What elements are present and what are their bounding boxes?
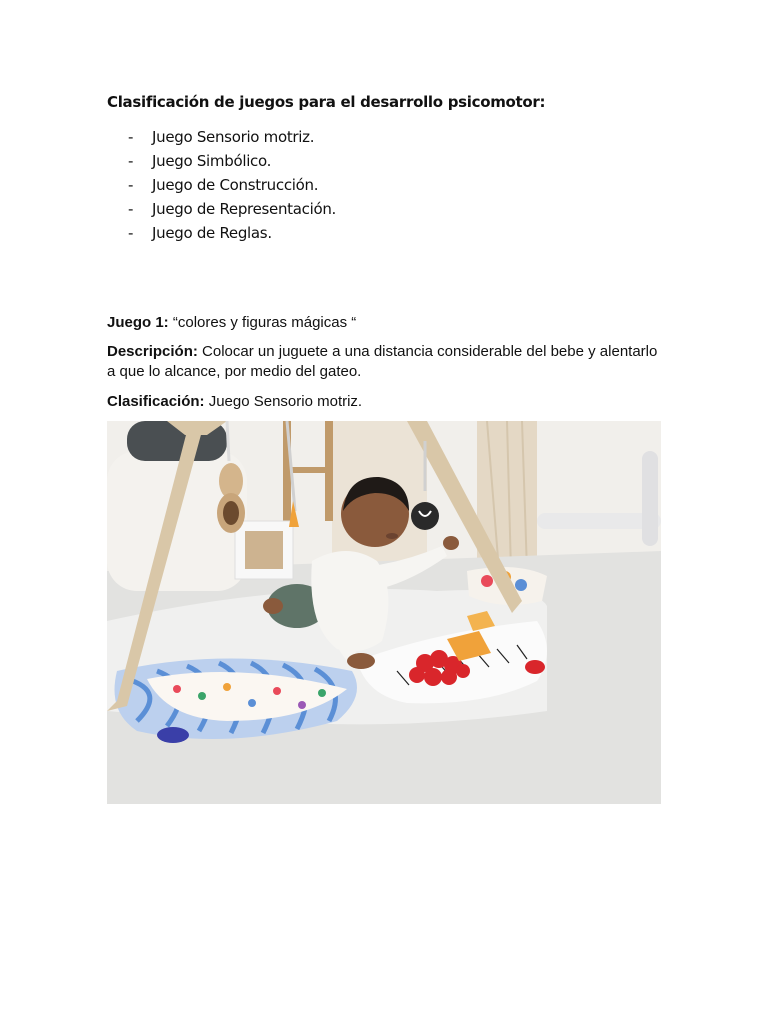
list-item: [128, 199, 336, 223]
description-text: Colocar un juguete a una distancia considerable del bebe y alentarlo a que lo alcance, por medio del gateo.: [107, 343, 658, 380]
game-name: “colores y figuras mágicas “: [168, 314, 357, 331]
classification-paragraph: [107, 392, 667, 412]
baby-play-gym-photo: [107, 421, 661, 804]
list-bullet: -: [128, 128, 134, 146]
list-item-text: Juego de Construcción.: [152, 176, 319, 194]
description-paragraph: [107, 342, 667, 382]
classification-text: Juego Sensorio motriz.: [204, 393, 363, 410]
game-classification-list: [128, 127, 336, 247]
list-item: [128, 151, 336, 175]
game-title-paragraph: [107, 313, 667, 333]
list-item-text: Juego de Reglas.: [152, 224, 272, 242]
list-item-text: Juego de Representación.: [152, 200, 336, 218]
list-item-text: Juego Simbólico.: [152, 152, 272, 170]
list-item-text: Juego Sensorio motriz.: [152, 128, 315, 146]
list-item: [128, 127, 336, 151]
list-bullet: -: [128, 176, 134, 194]
description-label: Descripción:: [107, 343, 198, 360]
classification-label: Clasificación:: [107, 393, 205, 410]
list-bullet: -: [128, 224, 134, 242]
list-item: [128, 175, 336, 199]
section-heading: Clasificación de juegos para el desarrollo psicomotor:: [107, 93, 546, 111]
list-bullet: -: [128, 200, 134, 218]
list-item: [128, 223, 336, 247]
game-label: Juego 1:: [107, 314, 169, 331]
list-bullet: -: [128, 152, 134, 170]
